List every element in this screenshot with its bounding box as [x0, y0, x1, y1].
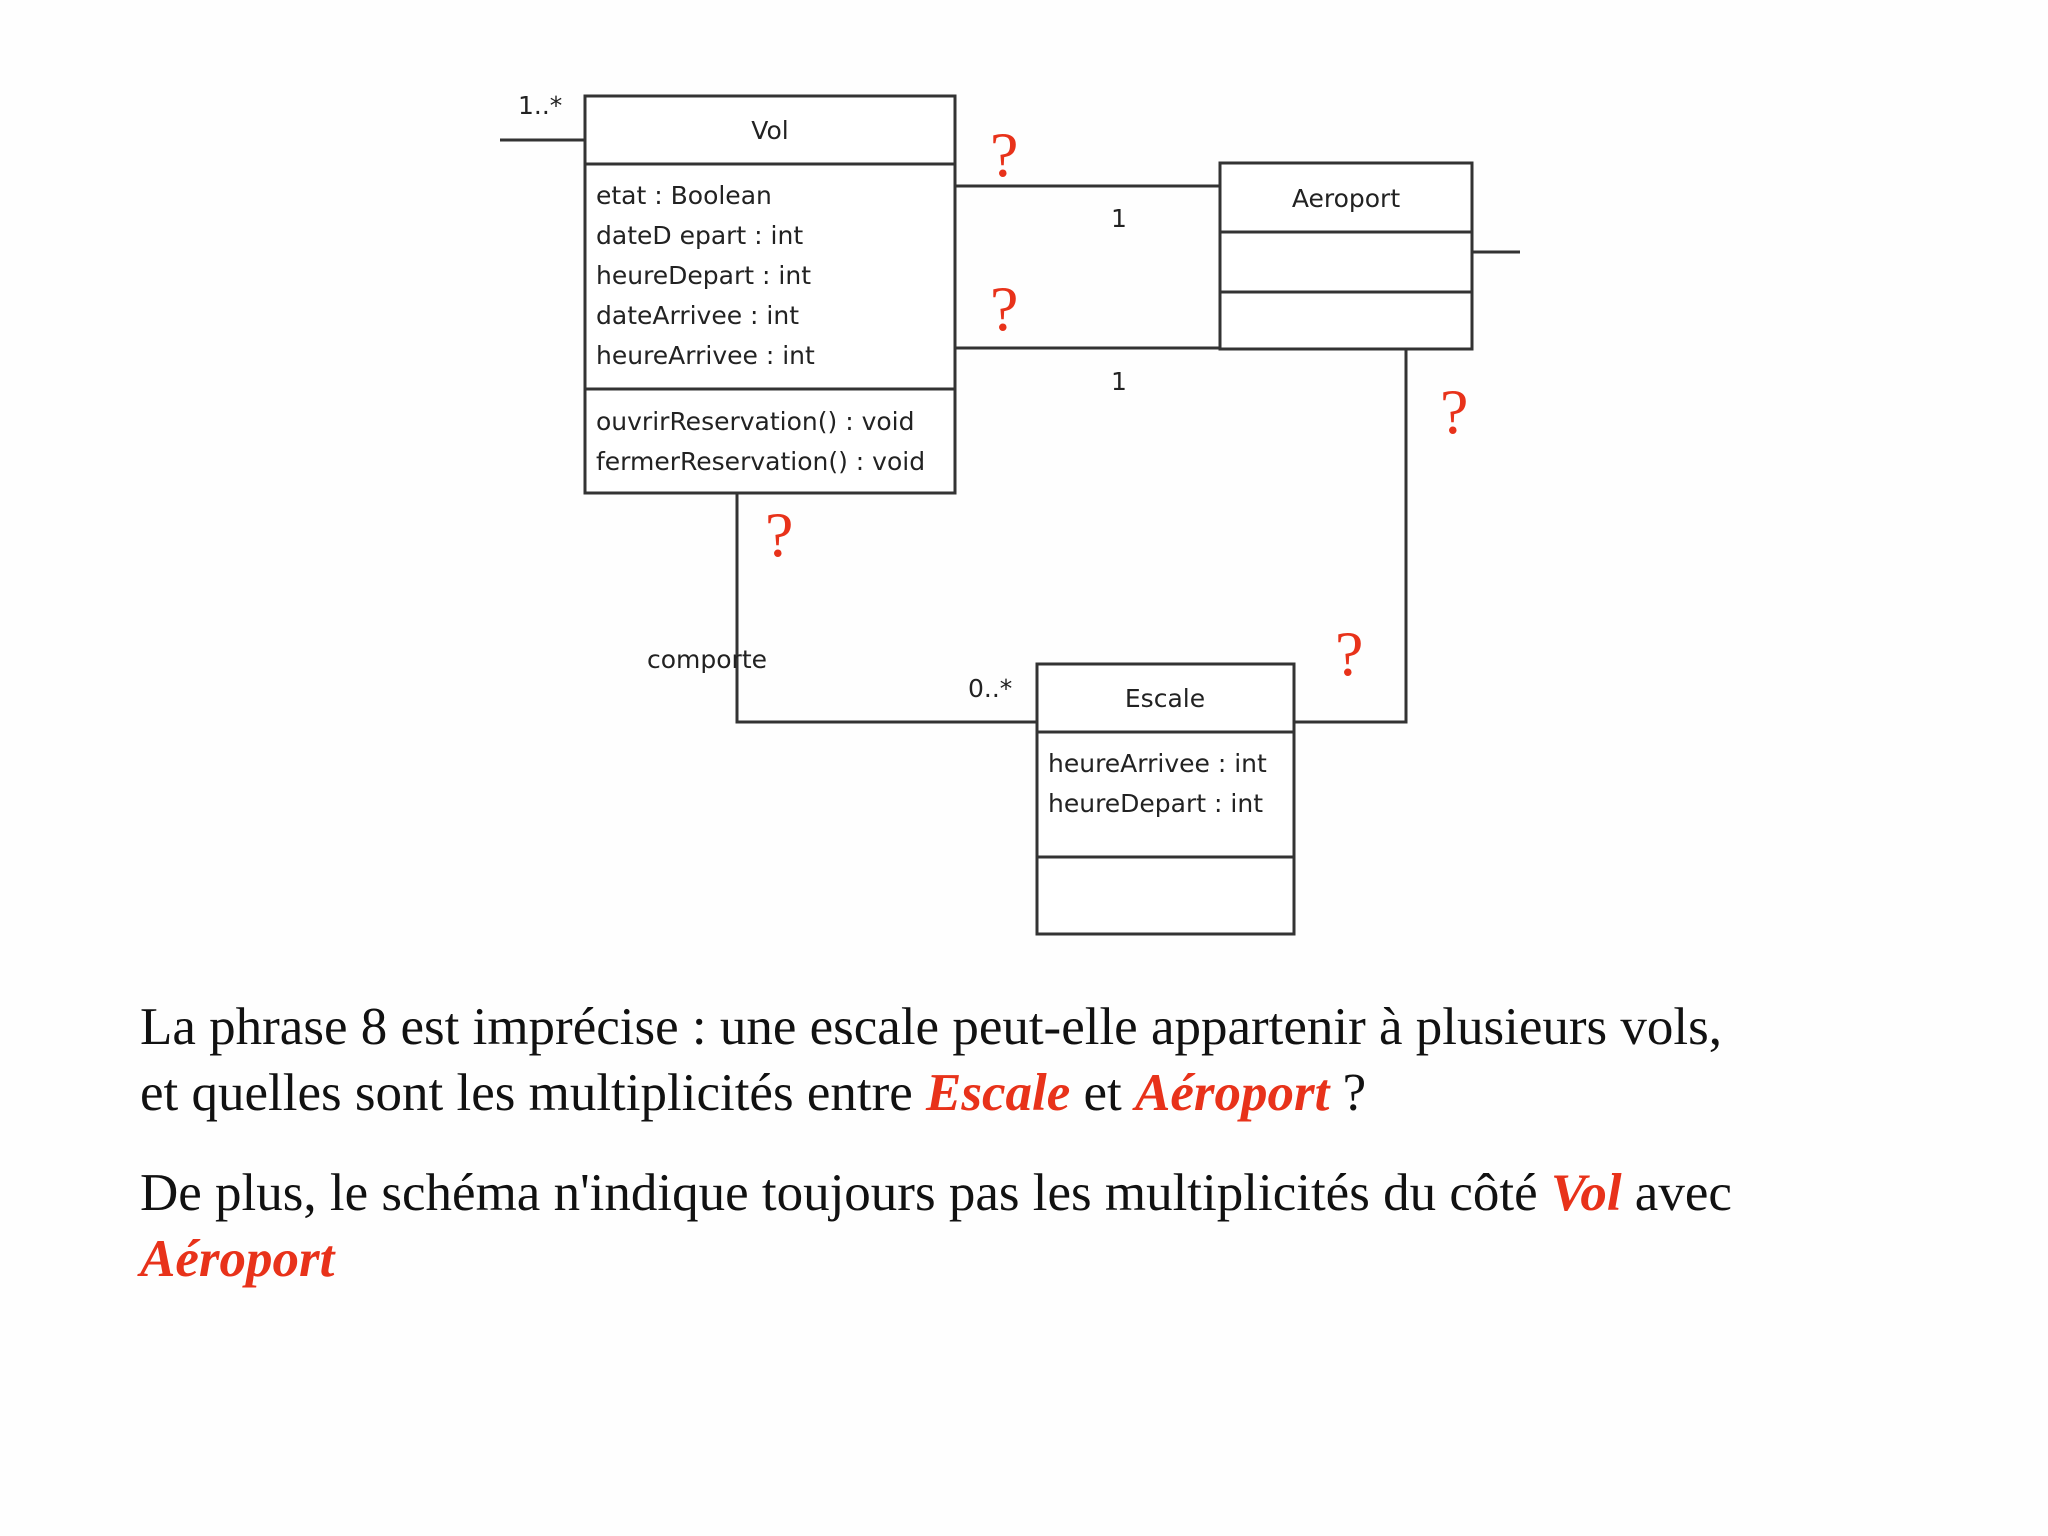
text-run: De plus, le schéma n'indique toujours pas les multiplicités du côté	[140, 1164, 1551, 1222]
paragraph-line	[140, 1226, 1940, 1292]
class-vol-operation: fermerReservation() : void	[596, 447, 926, 476]
question-mark: ?	[1440, 376, 1469, 447]
text-run: avec	[1621, 1164, 1732, 1222]
highlight-escale: Escale	[926, 1064, 1071, 1122]
role-comporte: comporte	[647, 645, 768, 674]
paragraph-line	[140, 994, 1940, 1060]
class-escale-attribute: heureDepart : int	[1048, 789, 1263, 818]
class-vol	[585, 96, 955, 493]
multiplicity-arrivee: 1	[1111, 367, 1127, 396]
text-run: La phrase 8 est imprécise : une escale peut-elle appartenir à plusieurs vols,	[140, 998, 1723, 1056]
class-vol-operation: ouvrirReservation() : void	[596, 407, 915, 436]
highlight-aeroport: Aéroport	[1135, 1064, 1330, 1122]
paragraph-line	[140, 1160, 1940, 1226]
class-vol-attribute: dateArrivee : int	[596, 301, 800, 330]
text-run: et	[1070, 1064, 1135, 1122]
class-escale-name: Escale	[1124, 684, 1206, 713]
question-mark: ?	[990, 273, 1019, 344]
text-run: ?	[1329, 1064, 1367, 1122]
multiplicity-depart: 1	[1111, 204, 1127, 233]
class-vol-attribute: heureArrivee : int	[596, 341, 815, 370]
class-vol-attribute: heureDepart : int	[596, 261, 811, 290]
multiplicity-vol-self: 1..*	[518, 91, 563, 120]
class-vol-attribute: etat : Boolean	[596, 181, 772, 210]
question-mark: ?	[1335, 618, 1364, 689]
highlight-aeroport: Aéroport	[140, 1230, 335, 1288]
paragraph-note	[140, 1160, 1940, 1292]
class-vol-name: Vol	[751, 116, 789, 145]
paragraph-line	[140, 1060, 1940, 1126]
paragraph-question	[140, 994, 1940, 1126]
class-escale	[1037, 664, 1294, 934]
text-run: et quelles sont les multiplicités entre	[140, 1064, 926, 1122]
multiplicity-escale: 0..*	[968, 674, 1013, 703]
class-escale-attribute: heureArrivee : int	[1048, 749, 1267, 778]
question-mark: ?	[765, 499, 794, 570]
highlight-vol: Vol	[1550, 1164, 1622, 1222]
class-aeroport	[1220, 163, 1472, 349]
class-vol-attribute: dateD epart : int	[596, 221, 804, 250]
class-aeroport-name: Aeroport	[1291, 184, 1401, 213]
question-mark: ?	[990, 119, 1019, 190]
